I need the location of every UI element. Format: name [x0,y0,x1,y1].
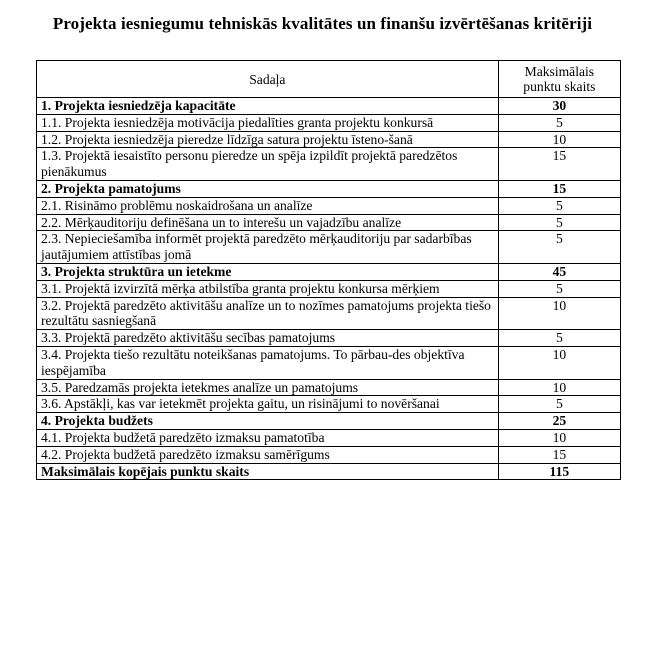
criterion-label: 3.5. Paredzamās projekta ietekmes analīze un pamatojums [37,379,499,396]
criterion-points: 10 [498,131,620,148]
criterion-points: 5 [498,280,620,297]
criterion-points: 5 [498,231,620,264]
table-row [37,346,621,379]
criterion-label: 4. Projekta budžets [37,413,499,430]
criterion-points: 15 [498,148,620,181]
criterion-label: 3.1. Projektā izvirzītā mērķa atbilstība granta projektu konkursa mērķiem [37,280,499,297]
criterion-label: 3. Projekta struktūra un ietekme [37,263,499,280]
criterion-label: 3.2. Projektā paredzēto aktivitāšu analīze un to nozīmes pamatojums projekta tiešo rezultātu sasniegšanā [37,297,499,330]
section-row [37,263,621,280]
table-row [37,446,621,463]
header-max-points [498,61,620,98]
section-row [37,98,621,115]
table-row [37,214,621,231]
section-row [37,463,621,480]
page-title: Projekta iesniegumu tehniskās kvalitātes un finanšu izvērtēšanas kritēriji [52,14,593,33]
criterion-label: 4.1. Projekta budžetā paredzēto izmaksu pamatotība [37,429,499,446]
criterion-label: 1.1. Projekta iesniedzēja motivācija piedalīties granta projektu konkursā [37,114,499,131]
criterion-points: 5 [498,114,620,131]
table-row [37,114,621,131]
table-row [37,197,621,214]
header-section: Sadaļa [37,61,499,98]
criterion-label: 2.3. Nepieciešamība informēt projektā paredzēto mērķauditoriju par sadarbības jautājumiem attīstības jomā [37,231,499,264]
section-row [37,413,621,430]
criteria-table [36,60,621,480]
criterion-points: 5 [498,330,620,347]
table-row [37,396,621,413]
header-max-points-line2: punktu skaits [523,79,596,94]
criterion-points: 5 [498,396,620,413]
criterion-label: 2. Projekta pamatojums [37,180,499,197]
criterion-label: 3.6. Apstākļi, kas var ietekmēt projekta gaitu, un risinājumi to novēršanai [37,396,499,413]
table-row [37,280,621,297]
criterion-points: 25 [498,413,620,430]
criterion-points: 115 [498,463,620,480]
table-row [37,297,621,330]
criterion-points: 10 [498,379,620,396]
table-row [37,379,621,396]
criterion-points: 45 [498,263,620,280]
table-row [37,131,621,148]
table-header-row [37,61,621,98]
criterion-label: 3.4. Projekta tiešo rezultātu noteikšanas pamatojums. To pārbau-des objektīva iespējamība [37,346,499,379]
criterion-points: 5 [498,197,620,214]
criterion-label: 1.3. Projektā iesaistīto personu pieredze un spēja izpildīt projektā paredzētos pienākumus [37,148,499,181]
table-row [37,231,621,264]
table-body [37,98,621,480]
criterion-points: 10 [498,429,620,446]
criterion-points: 15 [498,446,620,463]
section-row [37,180,621,197]
table-row [37,429,621,446]
criterion-label: 1.2. Projekta iesniedzēja pieredze līdzīga satura projektu īsteno-šanā [37,131,499,148]
criterion-points: 30 [498,98,620,115]
criterion-label: 1. Projekta iesniedzēja kapacitāte [37,98,499,115]
criterion-points: 10 [498,297,620,330]
table-row [37,148,621,181]
table-row [37,330,621,347]
criterion-label: 2.2. Mērķauditoriju definēšana un to interešu un vajadzību analīze [37,214,499,231]
criterion-points: 5 [498,214,620,231]
criterion-points: 15 [498,180,620,197]
criterion-label: 4.2. Projekta budžetā paredzēto izmaksu samērīgums [37,446,499,463]
criterion-label: 2.1. Risināmo problēmu noskaidrošana un analīze [37,197,499,214]
criterion-points: 10 [498,346,620,379]
header-max-points-line1: Maksimālais [524,64,595,79]
criterion-label: Maksimālais kopējais punktu skaits [37,463,499,480]
criterion-label: 3.3. Projektā paredzēto aktivitāšu secības pamatojums [37,330,499,347]
